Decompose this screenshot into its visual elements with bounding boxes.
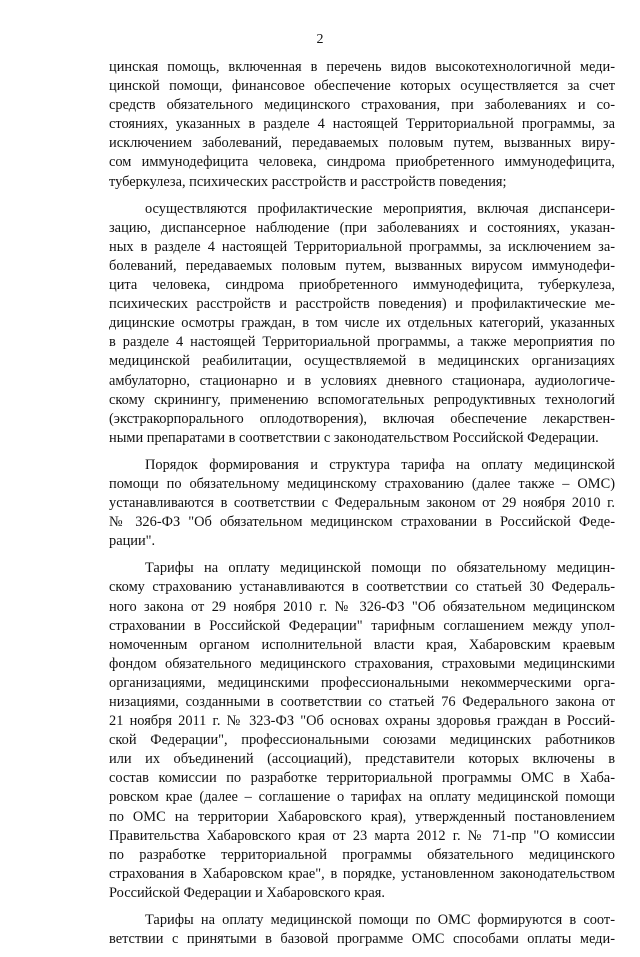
text-line: по ОМС на территории Хабаровского края), утвержденный постановлением — [109, 808, 615, 825]
text-line: стояниях, указанных в разделе 4 настоящей Территориальной программы, за — [109, 116, 615, 133]
text-line: помощи по обязательному медицинскому страхованию (далее также – ОМС) — [109, 475, 615, 492]
text-line: Правительства Хабаровского края от 23 марта 2012 г. № 71-пр "О комиссии — [109, 827, 615, 844]
text-line: в разделе 4 настоящей Территориальной программы, а также мероприятия по — [109, 334, 615, 351]
text-line: ветствии с принятыми в базовой программе ОМС способами оплаты меди- — [109, 931, 615, 948]
paragraph — [109, 559, 615, 903]
text-line: скому страхованию устанавливаются в соответствии со статьей 30 Федераль- — [109, 579, 615, 596]
text-line: цита человека, синдрома приобретенного иммунодефицита, туберкулеза, — [109, 277, 615, 294]
text-line: ровском крае (далее – соглашение о тарифах на оплату медицинской помощи — [109, 789, 615, 806]
text-line: Российской Федерации и Хабаровского края. — [109, 884, 385, 901]
text-line: средств обязательного медицинского страхования, при заболеваниях и со- — [109, 97, 615, 114]
text-line: состав комиссии по разработке территориальной программы ОМС в Хаба- — [109, 770, 615, 787]
text-line: туберкулеза, психических расстройств и расстройств поведения; — [109, 173, 507, 190]
paragraph — [109, 911, 615, 949]
paragraph — [109, 200, 615, 448]
text-line: амбулаторно, стационарно и в условиях дневного стационара, аудиологиче- — [109, 372, 615, 389]
text-line: исключением заболеваний, передаваемых половым путем, вызванных виру- — [109, 135, 615, 152]
paragraph — [109, 456, 615, 551]
text-line: психических расстройств и расстройств поведения) и профилактические ме- — [109, 296, 615, 313]
text-line: дицинские осмотры граждан, в том числе их отдельных категорий, указанных — [109, 315, 615, 332]
text-line: рации". — [109, 533, 156, 550]
text-line: по разработке территориальной программы обязательного медицинского — [109, 846, 615, 863]
document-body — [109, 58, 615, 957]
text-line: ской Федерации", профессиональными союзами медицинских работников — [109, 732, 615, 749]
text-line: организациями, медицинскими профессиональными некоммерческими орга- — [109, 674, 615, 691]
text-line: скому скринингу, применению вспомогательных репродуктивных технологий — [109, 391, 615, 408]
text-line: номоченным органом исполнительной власти края, Хабаровским краевым — [109, 636, 615, 653]
text-line: (экстракорпорального оплодотворения), включая обеспечение лекарствен- — [109, 410, 615, 427]
text-line: цинская помощь, включенная в перечень видов высокотехнологичной меди- — [109, 59, 615, 75]
text-line: или их объединений (ассоциаций), представители которых включены в — [109, 751, 615, 768]
text-line: фондом обязательного медицинского страхования, страховыми медицинскими — [109, 655, 615, 672]
text-line: страховании в Российской Федерации" тарифным соглашением между упол- — [109, 617, 615, 634]
paragraph — [109, 58, 615, 192]
text-line: Тарифы на оплату медицинской помощи по обязательному медицин- — [145, 560, 615, 577]
text-line: ных в разделе 4 настоящей Территориальной программы, за исключением за- — [109, 238, 615, 255]
text-line: цинской помощи, финансовое обеспечение которых осуществляется за счет — [109, 78, 615, 95]
text-line: 21 ноября 2011 г. № 323-ФЗ "Об основах охраны здоровья граждан в Россий- — [109, 713, 615, 730]
text-line: осуществляются профилактические мероприятия, включая диспансери- — [145, 200, 615, 217]
text-line: низациями, созданными в соответствии со статьей 76 Федерального закона от — [109, 694, 615, 710]
text-line: зацию, диспансерное наблюдение (при заболеваниях и состояниях, указан- — [109, 219, 615, 236]
text-line: ными препаратами в соответствии с законодательством Российской Федерации. — [109, 429, 599, 446]
text-line: медицинской реабилитации, осуществляемой в медицинских организациях — [109, 353, 615, 370]
text-line: Тарифы на оплату медицинской помощи по ОМС формируются в соот- — [145, 912, 615, 929]
text-line: № 326-ФЗ "Об обязательном медицинском страховании в Российской Феде- — [109, 514, 615, 531]
text-line: Порядок формирования и структура тарифа на оплату медицинской — [145, 456, 615, 473]
page-number: 2 — [316, 32, 324, 47]
text-line: ного закона от 29 ноября 2010 г. № 326-ФЗ "Об обязательном медицинском — [109, 598, 615, 615]
text-line: сом иммунодефицита человека, синдрома приобретенного иммунодефицита, — [109, 154, 615, 171]
text-line: страхования в Хабаровском крае", в порядке, установленном законодательством — [109, 865, 615, 882]
text-line: устанавливаются в соответствии с Федеральным законом от 29 ноября 2010 г. — [109, 495, 615, 512]
text-line: болеваний, передаваемых половым путем, вызванных вирусом иммунодефи- — [109, 257, 615, 274]
